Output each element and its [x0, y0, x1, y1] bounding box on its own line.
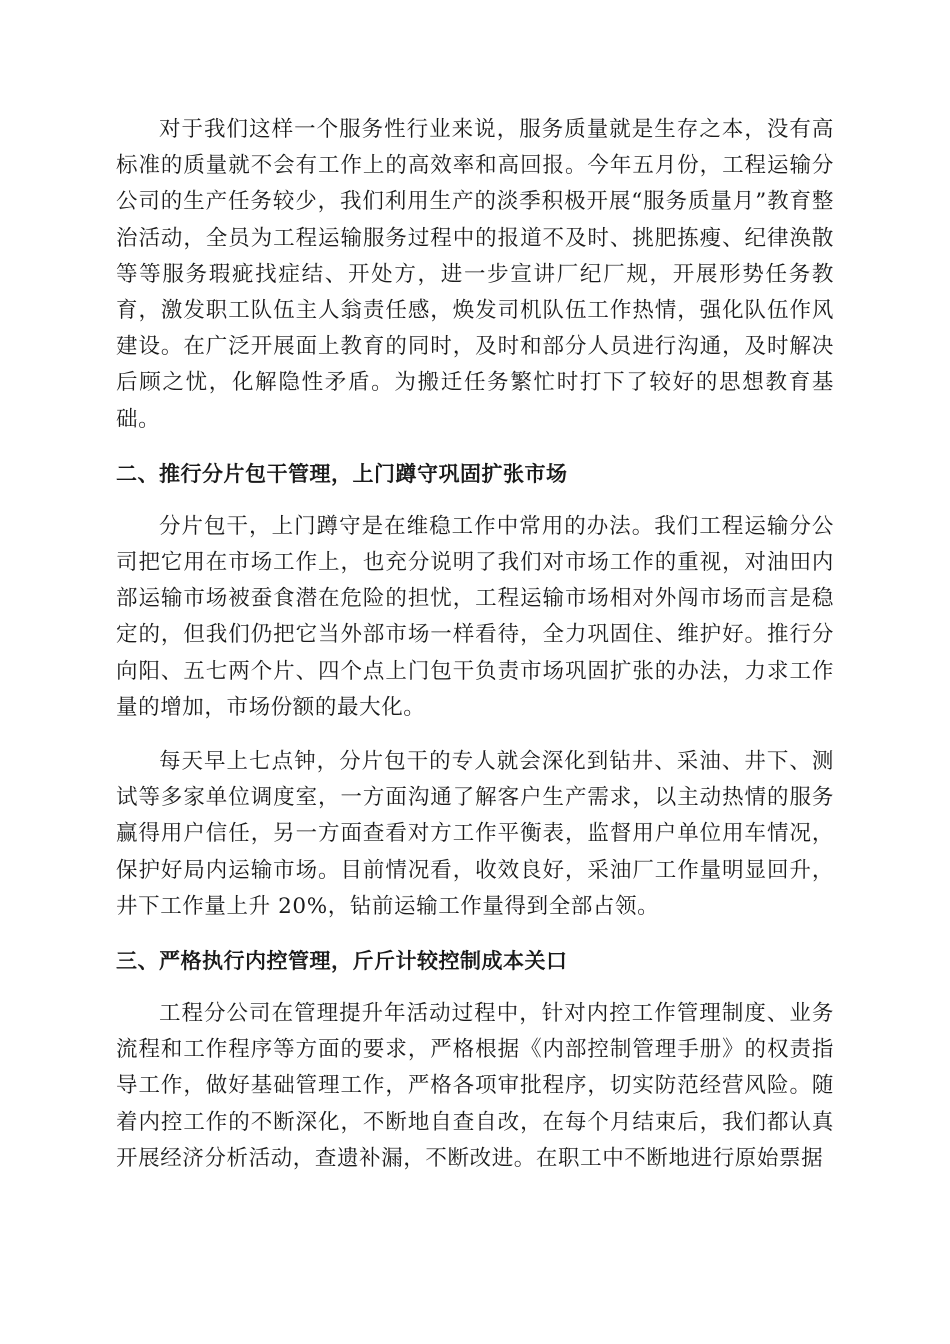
- paragraph-market-division: 分片包干，上门蹲守是在维稳工作中常用的办法。我们工程运输分公司把它用在市场工作上，也充分说明了我们对市场工作的重视，对油田内部运输市场被蚕食潜在危险的担忧，工程运输市场相对外闯市场而言是稳定的，但我们仍把它当外部市场一样看待，全力巩固住、维护好。推行分向阳、五七两个片、四个点上门包干负责市场巩固扩张的办法，力求工作量的增加，市场份额的最大化。: [116, 513, 834, 720]
- paragraph-service-quality: 对于我们这样一个服务性行业来说，服务质量就是生存之本，没有高标准的质量就不会有工作上的高效率和高回报。今年五月份，工程运输分公司的生产任务较少，我们利用生产的淡季积极开展“服务质量月”教育整治活动，全员为工程运输服务过程中的报道不及时、挑肥拣瘦、纪律涣散等等服务瑕疵找症结、开处方，进一步宣讲厂纪厂规，开展形势任务教育，激发职工队伍主人翁责任感，焕发司机队伍工作热情，强化队伍作风建设。在广泛开展面上教育的同时，及时和部分人员进行沟通，及时解决后顾之忧，化解隐性矛盾。为搬迁任务繁忙时打下了较好的思想教育基础。: [116, 117, 834, 432]
- paragraph-daily-visits: 每天早上七点钟，分片包干的专人就会深化到钻井、采油、井下、测试等多家单位调度室，一方面沟通了解客户生产需求，以主动热情的服务赢得用户信任，另一方面查看对方工作平衡表，监督用户单位用车情况，保护好局内运输市场。目前情况看，收效良好，采油厂工作量明显回升，井下工作量上升 20%，钻前运输工作量得到全部占领。: [116, 749, 834, 919]
- section-heading-3: 三、严格执行内控管理，斤斤计较控制成本关口: [116, 949, 568, 974]
- section-heading-2: 二、推行分片包干管理，上门蹲守巩固扩张市场: [116, 461, 568, 486]
- document-body: [116, 112, 834, 1177]
- paragraph-internal-control: 工程分公司在管理提升年活动过程中，针对内控工作管理制度、业务流程和工作程序等方面的要求，严格根据《内部控制管理手册》的权责指导工作，做好基础管理工作，严格各项审批程序，切实防范经营风险。随着内控工作的不断深化，不断地自查自改，在每个月结束后，我们都认真开展经济分析活动，查遗补漏，不断改进。在职工中不断地进行原始票据: [116, 1001, 834, 1171]
